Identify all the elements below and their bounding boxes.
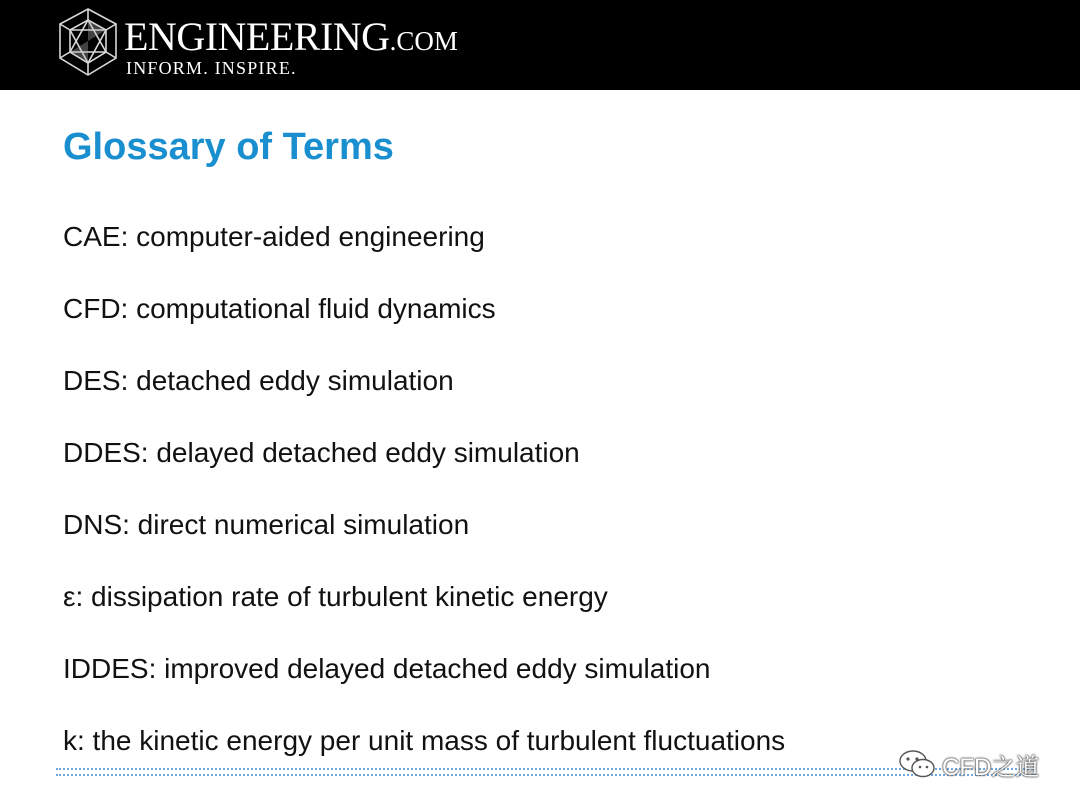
glossary-term: IDDES: improved delayed detached eddy simulation (63, 653, 711, 684)
brand-name: ENGINEERING (124, 14, 390, 59)
slide-title: Glossary of Terms (63, 126, 394, 168)
glossary-term: ε: dissipation rate of turbulent kinetic energy (63, 581, 608, 612)
geodesic-logo-icon (54, 6, 122, 78)
glossary-term: CAE: computer-aided engineering (63, 221, 485, 252)
header-bar (0, 0, 1080, 90)
glossary-term: CFD: computational fluid dynamics (63, 293, 496, 324)
watermark (898, 746, 1039, 782)
glossary-list (63, 215, 785, 791)
brand-suffix: .COM (389, 26, 458, 56)
brand-tagline: INFORM. INSPIRE. (126, 58, 297, 78)
footer-divider (56, 768, 1036, 770)
glossary-term: DDES: delayed detached eddy simulation (63, 437, 580, 468)
glossary-term: DES: detached eddy simulation (63, 365, 454, 396)
footer-divider-secondary (56, 774, 1036, 776)
wechat-icon (898, 749, 936, 779)
watermark-text: CFD之道 (942, 753, 1040, 781)
glossary-term: k: the kinetic energy per unit mass of turbulent fluctuations (63, 725, 786, 756)
glossary-term: DNS: direct numerical simulation (63, 509, 470, 540)
